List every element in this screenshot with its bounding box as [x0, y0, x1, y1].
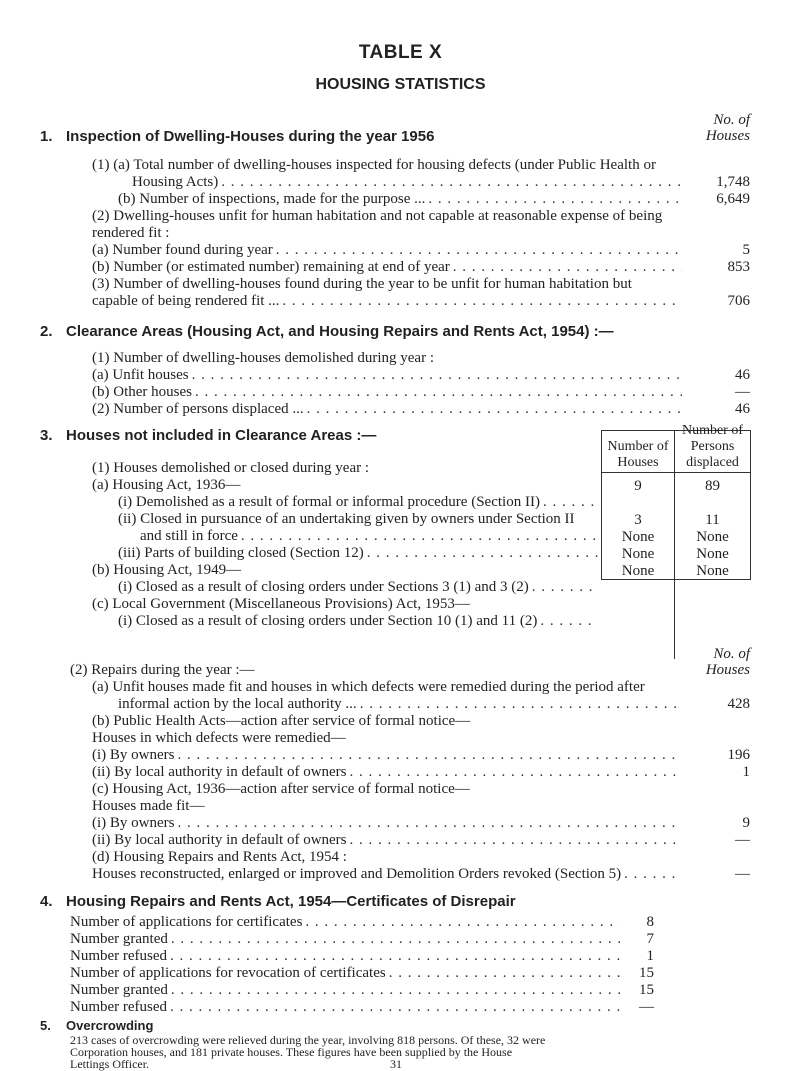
- s3-line-7: (b) Housing Act, 1949—: [92, 562, 242, 578]
- section-4-title: Housing Repairs and Rents Act, 1954—Certificates of Disrepair: [66, 893, 516, 910]
- rep-value-6: —: [735, 866, 750, 882]
- section-5-title: Overcrowding: [66, 1018, 154, 1033]
- s1-line-9: capable of being rendered fit ... . . .: [92, 293, 682, 310]
- s1-value-1: 1,748: [716, 174, 750, 190]
- rep-line-12: (d) Housing Repairs and Rents Act, 1954 :: [92, 849, 347, 865]
- rep-line-10: (i) By owners . . .: [92, 815, 682, 832]
- s4-row-value: 8: [646, 914, 654, 930]
- s4-row-value: 15: [639, 965, 654, 981]
- section-4-number: 4.: [40, 893, 53, 910]
- rep-line-11: (ii) By local authority in default of owners . . .: [92, 832, 682, 849]
- rep-value-2: 196: [727, 747, 750, 763]
- s3-line-3: (i) Demolished as a result of formal or informal procedure (Section II) . . .: [118, 494, 598, 511]
- page-number: 31: [390, 1057, 402, 1071]
- s5-paragraph-line-3: Lettings Officer.: [70, 1057, 150, 1071]
- rep-line-2: (a) Unfit houses made fit and houses in which defects were remedied during the period after: [92, 679, 645, 695]
- rep-value-4: 9: [742, 815, 750, 831]
- s1-line-8: (3) Number of dwelling-houses found during the year to be unfit for human habitation but: [92, 276, 632, 292]
- column-header-line1: No. of: [713, 112, 750, 128]
- table-header-persons-1: Number of: [681, 423, 744, 438]
- rep-line-3: informal action by the local authority ... . . .: [118, 696, 682, 713]
- cell-r2-persons: 11: [705, 512, 720, 528]
- table-header-persons-2: Persons: [690, 439, 735, 454]
- page-title: TABLE X: [358, 42, 443, 63]
- table-header-houses-2: Houses: [617, 455, 659, 470]
- s4-row-value: 15: [639, 982, 654, 998]
- cell-r5-persons: None: [696, 563, 729, 579]
- rep-line-1: (2) Repairs during the year :—: [70, 662, 255, 678]
- cell-r4-houses: None: [621, 546, 655, 562]
- section-1-title: Inspection of Dwelling-Houses during the year 1956: [66, 128, 435, 145]
- rep-line-4: (b) Public Health Acts—action after service of formal notice—: [92, 713, 471, 729]
- s4-row: Number of applications for certificates . . .: [70, 914, 620, 931]
- table-header-persons-3: displaced: [686, 455, 739, 470]
- s3-line-2: (a) Housing Act, 1936—: [92, 477, 241, 493]
- cell-r1-houses: 9: [634, 478, 642, 494]
- s2-value-2: —: [735, 384, 750, 400]
- s1-line-1: (1) (a) Total number of dwelling-houses inspected for housing defects (under Public Health or: [92, 157, 656, 173]
- section-3-number: 3.: [40, 427, 53, 444]
- s2-value-3: 46: [735, 401, 750, 417]
- houses-table: [601, 423, 751, 580]
- cell-r1-persons: 89: [705, 478, 720, 494]
- s1-line-7: (b) Number (or estimated number) remaining at end of year . . .: [92, 259, 682, 276]
- section-3-title: Houses not included in Clearance Areas :—: [66, 427, 377, 444]
- s2-value-1: 46: [735, 367, 750, 383]
- s4-row-value: 1: [646, 948, 654, 964]
- s4-row: Number granted . . .: [70, 982, 620, 999]
- section-2-number: 2.: [40, 323, 53, 340]
- cell-r3-persons: None: [696, 529, 729, 545]
- s1-value-5: 706: [727, 293, 750, 309]
- s3-line-8: (i) Closed as a result of closing orders under Sections 3 (1) and 3 (2) . . .: [118, 579, 598, 596]
- s1-value-3: 5: [742, 242, 750, 258]
- s4-row: Number granted . . .: [70, 931, 620, 948]
- table-header-houses-1: Number of: [607, 439, 669, 454]
- s5-paragraph-line-1: 213 cases of overcrowding were relieved during the year, involving 818 persons. Of these, 32 were: [70, 1033, 546, 1047]
- s3-line-4: (ii) Closed in pursuance of an undertaking given by owners under Section II: [118, 511, 575, 527]
- s4-row: Number refused . . .: [70, 999, 620, 1016]
- s3-line-5: and still in force . . .: [140, 528, 598, 545]
- s4-row: Number of applications for revocation of certificates . . .: [70, 965, 620, 982]
- s1-line-4: (2) Dwelling-houses unfit for human habitation and not capable at reasonable expense of being: [92, 208, 663, 224]
- repairs-column-header-line1: No. of: [713, 646, 750, 662]
- s2-line-3: (b) Other houses . . .: [92, 384, 682, 401]
- rep-line-7: (ii) By local authority in default of owners . . .: [92, 764, 682, 781]
- s2-line-4: (2) Number of persons displaced ... . . .: [92, 401, 682, 418]
- page-subtitle: HOUSING STATISTICS: [315, 76, 486, 93]
- rep-line-6: (i) By owners . . .: [92, 747, 682, 764]
- s1-value-2: 6,649: [716, 191, 750, 207]
- cell-r4-persons: None: [696, 546, 729, 562]
- rep-value-1: 428: [727, 696, 750, 712]
- repairs-column-header-line2: Houses: [705, 662, 750, 678]
- rep-value-5: —: [735, 832, 750, 848]
- s1-line-6: (a) Number found during year . . .: [92, 242, 682, 259]
- s3-line-9: (c) Local Government (Miscellaneous Provisions) Act, 1953—: [92, 596, 470, 612]
- s2-line-1: (1) Number of dwelling-houses demolished during year :: [92, 350, 435, 366]
- rep-line-9: Houses made fit—: [92, 798, 205, 814]
- cell-r5-houses: None: [621, 563, 655, 579]
- section-1-number: 1.: [40, 128, 53, 145]
- s5-paragraph-line-2: Corporation houses, and 181 private houses. These figures have been supplied by the House: [70, 1045, 513, 1059]
- s1-line-5: rendered fit :: [92, 225, 170, 241]
- cell-r2-houses: 3: [634, 512, 642, 528]
- s4-row-value: 7: [646, 931, 654, 947]
- rep-value-3: 1: [742, 764, 750, 780]
- s1-line-3: (b) Number of inspections, made for the purpose ... . . .: [118, 191, 682, 208]
- s3-line-10: (i) Closed as a result of closing orders under Section 10 (1) and 11 (2) . . .: [118, 613, 598, 630]
- rep-line-13: Houses reconstructed, enlarged or improved and Demolition Orders revoked (Section 5) . . .: [92, 866, 682, 883]
- s2-line-2: (a) Unfit houses . . .: [92, 367, 682, 384]
- s4-row: Number refused . . .: [70, 948, 620, 965]
- section-5-number: 5.: [40, 1018, 51, 1033]
- s1-value-4: 853: [727, 259, 750, 275]
- column-header-line2: Houses: [705, 128, 750, 144]
- s3-line-1: (1) Houses demolished or closed during year :: [92, 460, 370, 476]
- s4-row-value: —: [639, 999, 654, 1015]
- rep-line-5: Houses in which defects were remedied—: [92, 730, 346, 746]
- cell-r3-houses: None: [621, 529, 655, 545]
- rep-line-8: (c) Housing Act, 1936—action after service of formal notice—: [92, 781, 470, 797]
- section-2-title: Clearance Areas (Housing Act, and Housing Repairs and Rents Act, 1954) :—: [66, 323, 614, 340]
- s3-line-6: (iii) Parts of building closed (Section 12) . . .: [118, 545, 598, 562]
- s1-line-2: Housing Acts) . . .: [132, 174, 682, 191]
